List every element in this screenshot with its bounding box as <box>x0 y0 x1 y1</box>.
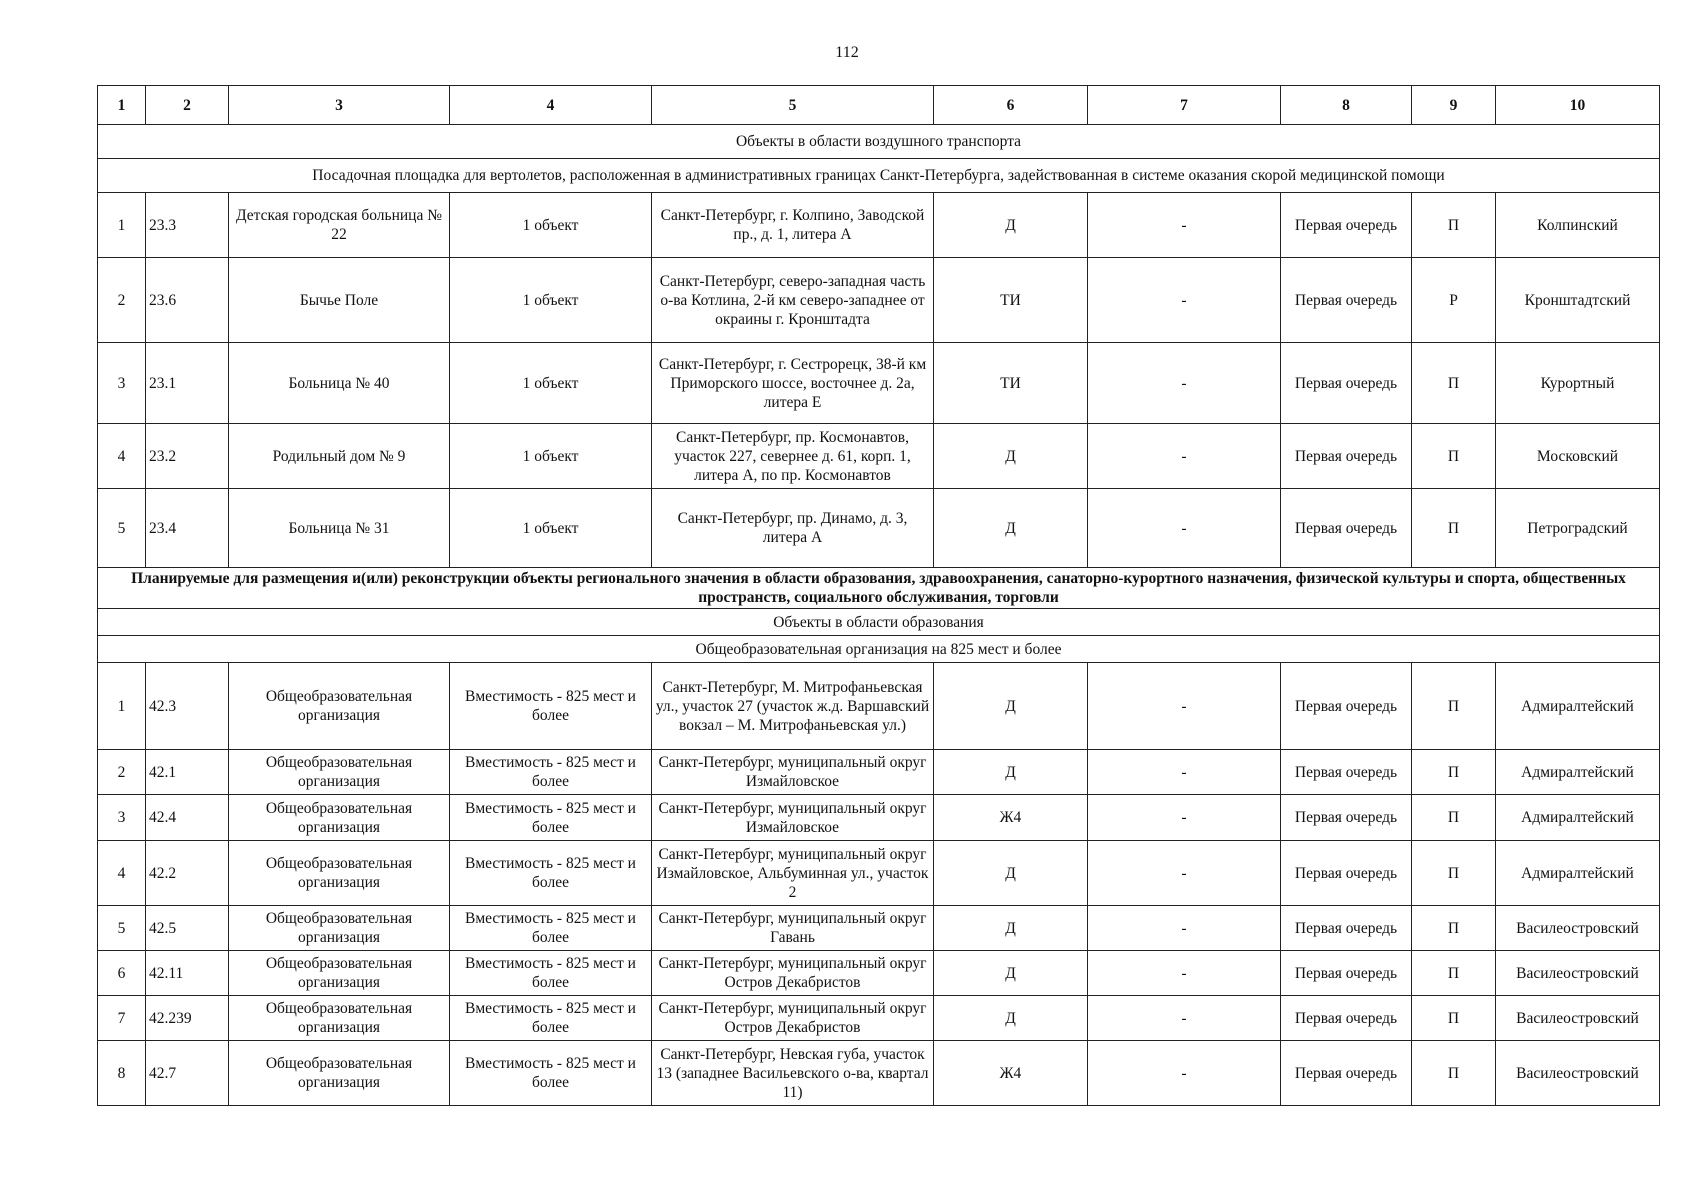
district: Колпинский <box>1496 193 1660 258</box>
object-capacity: Вместимость - 825 мест и более <box>450 663 652 750</box>
zone-code: ТИ <box>934 343 1088 424</box>
object-code: 42.239 <box>146 996 229 1041</box>
header-cell: 8 <box>1281 86 1412 125</box>
column-7-value: - <box>1088 193 1281 258</box>
stage: Первая очередь <box>1281 258 1412 343</box>
object-capacity: Вместимость - 825 мест и более <box>450 795 652 841</box>
object-address: Санкт-Петербург, муниципальный округ Гавань <box>652 906 934 951</box>
object-capacity: 1 объект <box>450 343 652 424</box>
table-row <box>98 193 1660 258</box>
subsection-title: Общеобразовательная организация на 825 мест и более <box>98 636 1660 663</box>
zone-code: Д <box>934 996 1088 1041</box>
object-capacity: Вместимость - 825 мест и более <box>450 1041 652 1106</box>
column-7-value: - <box>1088 750 1281 795</box>
row-number: 2 <box>98 258 146 343</box>
object-name: Общеобразовательная организация <box>229 906 450 951</box>
section-row-air <box>98 125 1660 159</box>
column-9-value: П <box>1412 663 1496 750</box>
section-row-planned <box>98 568 1660 609</box>
subsection-row-school <box>98 636 1660 663</box>
table-row <box>98 951 1660 996</box>
object-name: Общеобразовательная организация <box>229 663 450 750</box>
table-row <box>98 489 1660 568</box>
column-7-value: - <box>1088 258 1281 343</box>
stage: Первая очередь <box>1281 951 1412 996</box>
column-7-value: - <box>1088 795 1281 841</box>
stage: Первая очередь <box>1281 996 1412 1041</box>
row-number: 2 <box>98 750 146 795</box>
zone-code: Д <box>934 750 1088 795</box>
objects-table <box>97 85 1660 1106</box>
object-code: 42.1 <box>146 750 229 795</box>
object-code: 42.2 <box>146 841 229 906</box>
zone-code: ТИ <box>934 258 1088 343</box>
header-cell: 7 <box>1088 86 1281 125</box>
object-address: Санкт-Петербург, муниципальный округ Остров Декабристов <box>652 996 934 1041</box>
section-row-education <box>98 609 1660 636</box>
column-9-value: П <box>1412 489 1496 568</box>
row-number: 5 <box>98 489 146 568</box>
zone-code: Д <box>934 951 1088 996</box>
object-capacity: Вместимость - 825 мест и более <box>450 906 652 951</box>
column-9-value: П <box>1412 750 1496 795</box>
object-capacity: Вместимость - 825 мест и более <box>450 951 652 996</box>
object-capacity: Вместимость - 825 мест и более <box>450 750 652 795</box>
object-capacity: 1 объект <box>450 193 652 258</box>
column-7-value: - <box>1088 1041 1281 1106</box>
row-number: 1 <box>98 663 146 750</box>
object-code: 42.5 <box>146 906 229 951</box>
header-cell: 3 <box>229 86 450 125</box>
object-capacity: 1 объект <box>450 424 652 489</box>
column-7-value: - <box>1088 489 1281 568</box>
stage: Первая очередь <box>1281 424 1412 489</box>
object-address: Санкт-Петербург, пр. Динамо, д. 3, литера А <box>652 489 934 568</box>
row-number: 4 <box>98 841 146 906</box>
header-cell: 4 <box>450 86 652 125</box>
district: Курортный <box>1496 343 1660 424</box>
row-number: 3 <box>98 343 146 424</box>
stage: Первая очередь <box>1281 663 1412 750</box>
table-row <box>98 795 1660 841</box>
column-7-value: - <box>1088 841 1281 906</box>
object-code: 23.3 <box>146 193 229 258</box>
stage: Первая очередь <box>1281 795 1412 841</box>
zone-code: Д <box>934 841 1088 906</box>
header-cell: 5 <box>652 86 934 125</box>
zone-code: Ж4 <box>934 1041 1088 1106</box>
column-9-value: П <box>1412 841 1496 906</box>
object-code: 23.1 <box>146 343 229 424</box>
column-7-value: - <box>1088 663 1281 750</box>
column-7-value: - <box>1088 343 1281 424</box>
object-capacity: Вместимость - 825 мест и более <box>450 841 652 906</box>
row-number: 1 <box>98 193 146 258</box>
zone-code: Д <box>934 424 1088 489</box>
stage: Первая очередь <box>1281 841 1412 906</box>
object-address: Санкт-Петербург, муниципальный округ Измайловское <box>652 795 934 841</box>
district: Василеостровский <box>1496 996 1660 1041</box>
object-address: Санкт-Петербург, муниципальный округ Измайловское <box>652 750 934 795</box>
object-name: Детская городская больница № 22 <box>229 193 450 258</box>
column-7-value: - <box>1088 424 1281 489</box>
table-row <box>98 1041 1660 1106</box>
zone-code: Д <box>934 663 1088 750</box>
zone-code: Д <box>934 489 1088 568</box>
row-number: 6 <box>98 951 146 996</box>
district: Василеостровский <box>1496 906 1660 951</box>
object-name: Общеобразовательная организация <box>229 1041 450 1106</box>
table-row <box>98 343 1660 424</box>
object-address: Санкт-Петербург, северо-западная часть о-ва Котлина, 2-й км северо-западнее от окраины г. Кронштадта <box>652 258 934 343</box>
object-name: Больница № 31 <box>229 489 450 568</box>
subsection-row-heli <box>98 159 1660 193</box>
table-row <box>98 424 1660 489</box>
table-row <box>98 750 1660 795</box>
stage: Первая очередь <box>1281 193 1412 258</box>
row-number: 8 <box>98 1041 146 1106</box>
district: Петроградский <box>1496 489 1660 568</box>
row-number: 4 <box>98 424 146 489</box>
row-number: 3 <box>98 795 146 841</box>
stage: Первая очередь <box>1281 906 1412 951</box>
object-address: Санкт-Петербург, муниципальный округ Измайловское, Альбуминная ул., участок 2 <box>652 841 934 906</box>
object-address: Санкт-Петербург, г. Колпино, Заводской пр., д. 1, литера А <box>652 193 934 258</box>
object-address: Санкт-Петербург, муниципальный округ Остров Декабристов <box>652 951 934 996</box>
column-9-value: П <box>1412 343 1496 424</box>
district: Адмиралтейский <box>1496 841 1660 906</box>
object-name: Больница № 40 <box>229 343 450 424</box>
header-cell: 1 <box>98 86 146 125</box>
object-name: Общеобразовательная организация <box>229 841 450 906</box>
column-9-value: П <box>1412 193 1496 258</box>
column-9-value: П <box>1412 951 1496 996</box>
column-9-value: П <box>1412 1041 1496 1106</box>
object-code: 42.4 <box>146 795 229 841</box>
object-address: Санкт-Петербург, Невская губа, участок 13 (западнее Васильевского о-ва, квартал 11) <box>652 1041 934 1106</box>
column-9-value: П <box>1412 795 1496 841</box>
object-name: Общеобразовательная организация <box>229 795 450 841</box>
object-code: 23.6 <box>146 258 229 343</box>
section-title: Планируемые для размещения и(или) реконструкции объекты регионального значения в области образования, здравоохранения, санаторно-курортного назначения, физической культуры и спорта, общественных пространств, социального обслуживания, торговли <box>98 568 1660 609</box>
section-title: Объекты в области образования <box>98 609 1660 636</box>
table-row <box>98 258 1660 343</box>
object-name: Родильный дом № 9 <box>229 424 450 489</box>
district: Кронштадтский <box>1496 258 1660 343</box>
header-cell: 2 <box>146 86 229 125</box>
district: Василеостровский <box>1496 1041 1660 1106</box>
column-7-value: - <box>1088 996 1281 1041</box>
district: Адмиралтейский <box>1496 663 1660 750</box>
row-number: 5 <box>98 906 146 951</box>
zone-code: Д <box>934 193 1088 258</box>
table-row <box>98 663 1660 750</box>
stage: Первая очередь <box>1281 1041 1412 1106</box>
object-name: Общеобразовательная организация <box>229 996 450 1041</box>
column-7-value: - <box>1088 906 1281 951</box>
stage: Первая очередь <box>1281 750 1412 795</box>
district: Василеостровский <box>1496 951 1660 996</box>
table-row <box>98 906 1660 951</box>
object-code: 23.4 <box>146 489 229 568</box>
object-code: 42.7 <box>146 1041 229 1106</box>
object-code: 42.11 <box>146 951 229 996</box>
object-name: Бычье Поле <box>229 258 450 343</box>
stage: Первая очередь <box>1281 343 1412 424</box>
row-number: 7 <box>98 996 146 1041</box>
section-title: Объекты в области воздушного транспорта <box>98 125 1660 159</box>
object-code: 42.3 <box>146 663 229 750</box>
object-name: Общеобразовательная организация <box>229 951 450 996</box>
table-row <box>98 841 1660 906</box>
subsection-title: Посадочная площадка для вертолетов, расположенная в административных границах Санкт-Петербурга, задействованная в системе оказания скорой медицинской помощи <box>98 159 1660 193</box>
object-code: 23.2 <box>146 424 229 489</box>
object-address: Санкт-Петербург, М. Митрофаньевская ул., участок 27 (участок ж.д. Варшавский вокзал – М. Митрофаньевская ул.) <box>652 663 934 750</box>
zone-code: Ж4 <box>934 795 1088 841</box>
object-address: Санкт-Петербург, г. Сестрорецк, 38-й км Приморского шоссе, восточнее д. 2а, литера Е <box>652 343 934 424</box>
object-capacity: 1 объект <box>450 258 652 343</box>
district: Адмиралтейский <box>1496 750 1660 795</box>
header-row <box>98 86 1660 125</box>
object-address: Санкт-Петербург, пр. Космонавтов, участок 227, севернее д. 61, корп. 1, литера А, по пр. Космонавтов <box>652 424 934 489</box>
page-number: 112 <box>835 44 859 61</box>
column-9-value: П <box>1412 906 1496 951</box>
zone-code: Д <box>934 906 1088 951</box>
column-7-value: - <box>1088 951 1281 996</box>
header-cell: 6 <box>934 86 1088 125</box>
header-cell: 10 <box>1496 86 1660 125</box>
table-row <box>98 996 1660 1041</box>
district: Московский <box>1496 424 1660 489</box>
object-capacity: Вместимость - 825 мест и более <box>450 996 652 1041</box>
header-cell: 9 <box>1412 86 1496 125</box>
stage: Первая очередь <box>1281 489 1412 568</box>
column-9-value: П <box>1412 424 1496 489</box>
object-name: Общеобразовательная организация <box>229 750 450 795</box>
object-capacity: 1 объект <box>450 489 652 568</box>
column-9-value: Р <box>1412 258 1496 343</box>
column-9-value: П <box>1412 996 1496 1041</box>
district: Адмиралтейский <box>1496 795 1660 841</box>
